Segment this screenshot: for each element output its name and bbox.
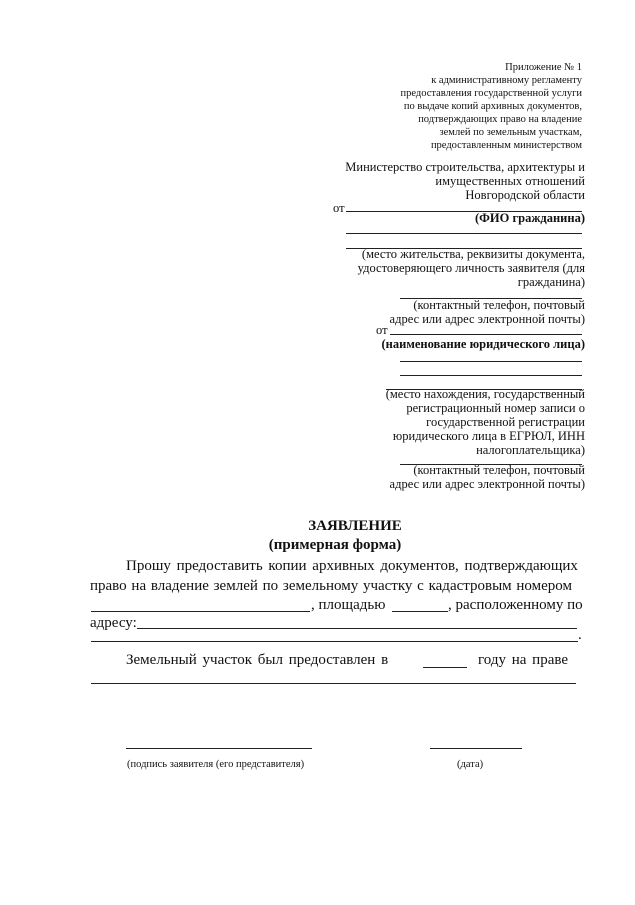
plot-text: Земельный участок был предоставлен в [126,652,389,668]
date-field[interactable] [430,748,522,749]
located-label: , расположенному по [448,597,583,613]
plot-right-text: году на праве [478,652,569,668]
area-field[interactable] [392,611,448,612]
ministry-line: Новгородской области [465,188,585,202]
right-type-field[interactable] [91,683,576,684]
document-title: ЗАЯВЛЕНИЕ [308,518,402,534]
citizen-contact-caption: (контактный телефон, почтовый [413,298,585,312]
org-name-field[interactable] [390,334,582,335]
org-contact-caption: адрес или адрес электронной почты) [389,477,585,491]
date-caption: (дата) [457,759,484,770]
org-location-caption: юридического лица в ЕГРЮЛ, ИНН [392,429,585,443]
area-label: , площадью [311,597,386,613]
appendix-line: Приложение № 1 [505,62,582,73]
appendix-line: землей по земельным участкам, [439,127,582,138]
appendix-line: предоставленным министерством [430,140,582,151]
org-location-caption: государственной регистрации [426,415,585,429]
citizen-contact-caption: адрес или адрес электронной почты) [389,312,585,326]
citizen-residence-caption: удостоверяющего личность заявителя (для [357,261,585,275]
appendix-line: к административному регламенту [431,75,582,86]
year-field[interactable] [423,667,467,668]
ministry-line: Министерство строительства, архитектуры и [345,160,585,174]
address-field-2[interactable] [91,641,578,642]
ministry-line: имущественных отношений [435,174,585,188]
citizen-residence-field[interactable] [346,233,582,234]
body-line-2: право на владение землей по земельному участку с кадастровым номером [90,578,572,594]
address-period: . [578,627,582,643]
applicant-signature-field[interactable] [126,748,312,749]
cadastral-number-field[interactable] [91,611,310,612]
from-label: от [333,201,345,215]
address-label: адресу: [90,615,137,631]
org-location-caption: налогоплательщика) [476,443,585,457]
document-subtitle: (примерная форма) [268,537,402,553]
citizen-residence-caption: (место жительства, реквизиты документа, [361,247,585,261]
org-contact-caption: (контактный телефон, почтовый [413,463,585,477]
appendix-line: по выдаче копий архивных документов, [403,101,582,112]
org-name-caption: (наименование юридического лица) [381,337,585,351]
appendix-line: предоставления государственной услуги [400,88,582,99]
citizen-residence-caption: гражданина) [517,275,585,289]
org-location-caption: (место нахождения, государственный [385,387,585,401]
org-location-caption: регистрационный номер записи о [406,401,585,415]
org-location-field[interactable] [400,375,582,376]
body-line-1: Прошу предоставить копии архивных документов, подтверждающих [126,558,578,574]
applicant-signature-caption: (подпись заявителя (его представителя) [127,759,305,770]
appendix-line: подтверждающих право на владение [418,114,582,125]
address-field[interactable] [137,628,577,629]
citizen-name-caption: (ФИО гражданина) [474,211,585,225]
from-label-2: от [376,323,388,337]
org-location-field[interactable] [400,361,582,362]
